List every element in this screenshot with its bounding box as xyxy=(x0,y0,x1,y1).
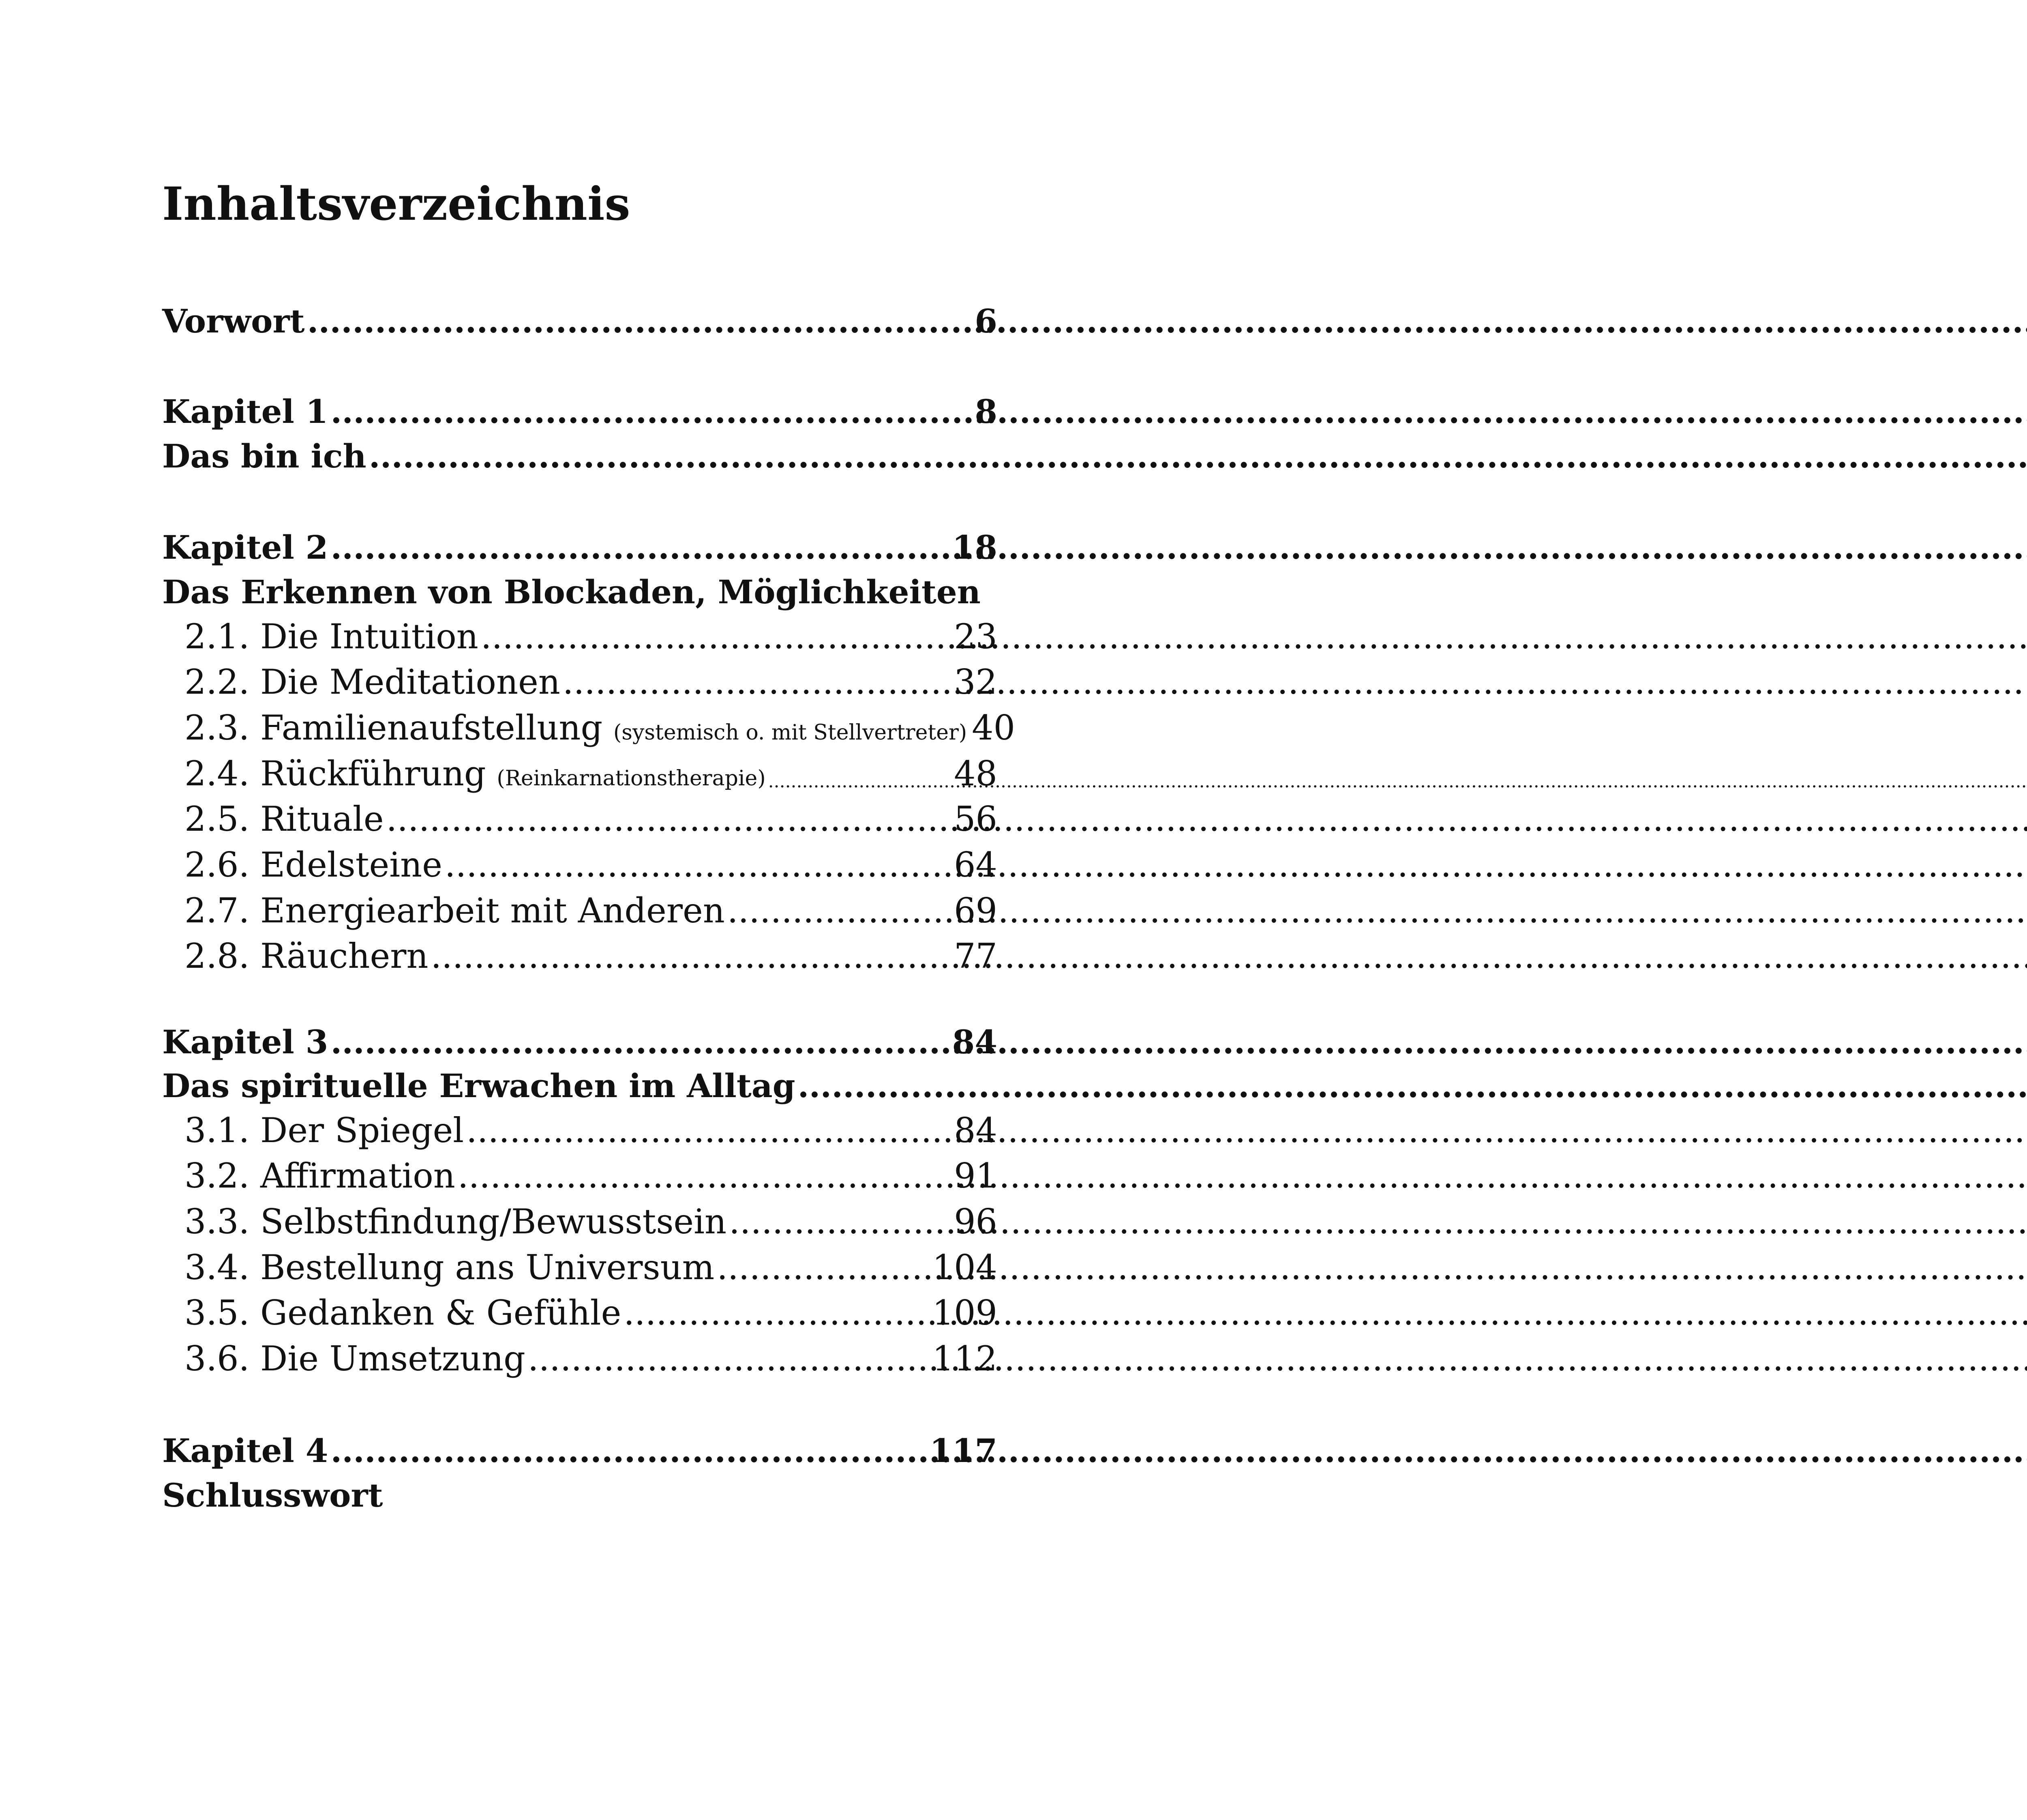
entry-page-number: 84 xyxy=(952,1023,997,1061)
entry-page-number: 32 xyxy=(954,662,997,702)
toc-entry-3-1 xyxy=(184,1107,997,1150)
entry-page-number: 8 xyxy=(975,392,997,431)
entry-note: (systemisch o. mit Stellvertreter) xyxy=(613,720,967,745)
toc-entry-2-3 xyxy=(184,704,1016,748)
entry-label: Das spirituelle Erwachen im Alltag xyxy=(162,1067,795,1105)
leader-dots xyxy=(445,848,951,882)
leader-dots xyxy=(330,1434,927,1467)
leader-dots xyxy=(330,1026,949,1058)
toc-entry-3-3 xyxy=(184,1198,997,1239)
entry-title: 2.3. Familienaufstellung xyxy=(184,708,603,748)
leader-dots xyxy=(528,1342,930,1376)
entry-label: 3.4. Bestellung ans Universum xyxy=(184,1248,715,1287)
toc-entry-3-6 xyxy=(184,1335,997,1376)
entry-label: 2.1. Die Intuition xyxy=(184,617,478,656)
entry-label: 2.5. Rituale xyxy=(184,799,384,839)
leader-dots xyxy=(729,1205,951,1239)
entry-label: 3.2. Affirmation xyxy=(184,1156,455,1196)
entry-page-number: 23 xyxy=(954,617,997,656)
entry-label: 3.6. Die Umsetzung xyxy=(184,1339,525,1378)
entry-label: 3.3. Selbstfindung/Bewusstsein xyxy=(184,1202,727,1241)
leader-dots xyxy=(330,395,972,428)
toc-entry-3-4 xyxy=(184,1244,997,1287)
entry-label: Schlusswort xyxy=(162,1476,383,1514)
entry-label: Kapitel 3 xyxy=(162,1023,328,1061)
entry-page-number: 96 xyxy=(954,1202,997,1241)
leader-dots xyxy=(307,305,973,337)
entry-page-number: 64 xyxy=(954,845,997,885)
toc-entry-chapter-2-title xyxy=(162,568,997,611)
entry-page-number: 18 xyxy=(952,528,997,566)
toc-entry-3-2 xyxy=(184,1152,997,1196)
entry-page-number: 104 xyxy=(932,1248,997,1287)
toc-entry-2-7 xyxy=(184,887,997,928)
toc-entry-kapitel-4 xyxy=(162,1426,997,1470)
toc-entry-schlusswort xyxy=(162,1471,997,1514)
entry-page-number: 6 xyxy=(975,302,997,340)
entry-label: Kapitel 1 xyxy=(162,392,328,431)
leader-dots xyxy=(768,773,952,791)
entry-label: 2.2. Die Meditationen xyxy=(184,662,560,702)
entry-label: Das Erkennen von Blockaden, Möglichkeiten xyxy=(162,573,981,611)
entry-label: 2.6. Edelsteine xyxy=(184,845,442,885)
entry-label: Kapitel 4 xyxy=(162,1432,328,1470)
entry-note: (Reinkarnationstherapie) xyxy=(497,766,766,791)
leader-dots xyxy=(458,1159,951,1193)
entry-title: 2.4. Rückführung xyxy=(184,754,486,793)
toc-entry-kapitel-3 xyxy=(162,1018,997,1061)
toc-entry-chapter-3-title xyxy=(162,1061,989,1105)
leader-dots xyxy=(798,1070,987,1102)
entry-page-number: 69 xyxy=(954,891,997,930)
leader-dots xyxy=(717,1250,930,1284)
entry-label xyxy=(184,754,766,793)
toc-entry-2-2 xyxy=(184,658,997,702)
entry-page-number: 117 xyxy=(930,1432,997,1470)
toc-entry-kapitel-2 xyxy=(162,523,997,564)
entry-label: 2.7. Energiearbeit mit Anderen xyxy=(184,891,725,930)
entry-page-number: 91 xyxy=(954,1156,997,1196)
leader-dots xyxy=(386,802,951,836)
leader-dots xyxy=(431,939,951,973)
entry-label: Das bin ich xyxy=(162,437,366,475)
leader-dots xyxy=(369,440,987,472)
entry-page-number: 109 xyxy=(932,1293,997,1333)
toc-entry-kapitel-1 xyxy=(162,387,997,431)
leader-dots xyxy=(481,620,951,654)
entry-page-number: 40 xyxy=(972,708,1016,748)
toc-entry-2-1 xyxy=(184,613,997,654)
leader-dots xyxy=(563,665,951,699)
toc-entry-2-8 xyxy=(184,933,997,976)
toc-entry-2-4 xyxy=(184,750,997,791)
toc-entry-vorwort xyxy=(162,297,997,340)
toc-entry-2-5 xyxy=(184,795,997,839)
entry-page-number: 112 xyxy=(932,1339,997,1378)
entry-label: 3.5. Gedanken & Gefühle xyxy=(184,1293,621,1333)
toc-entry-3-5 xyxy=(184,1289,997,1333)
leader-dots xyxy=(727,894,951,928)
toc-entry-2-6 xyxy=(184,841,997,885)
entry-label: 2.8. Räuchern xyxy=(184,936,429,976)
entry-page-number: 56 xyxy=(954,799,997,839)
leader-dots xyxy=(466,1113,951,1147)
entry-label: 3.1. Der Spiegel xyxy=(184,1110,464,1150)
entry-page-number: 48 xyxy=(954,754,997,793)
toc-entry-das-bin-ich xyxy=(162,432,989,475)
entry-label xyxy=(184,708,967,748)
leader-dots xyxy=(624,1296,930,1330)
leader-dots xyxy=(330,531,949,564)
entry-label: Kapitel 2 xyxy=(162,528,328,566)
page-title: Inhaltsverzeichnis xyxy=(162,178,630,231)
entry-page-number: 84 xyxy=(954,1110,997,1150)
entry-label: Vorwort xyxy=(162,302,305,340)
entry-page-number: 77 xyxy=(954,936,997,976)
